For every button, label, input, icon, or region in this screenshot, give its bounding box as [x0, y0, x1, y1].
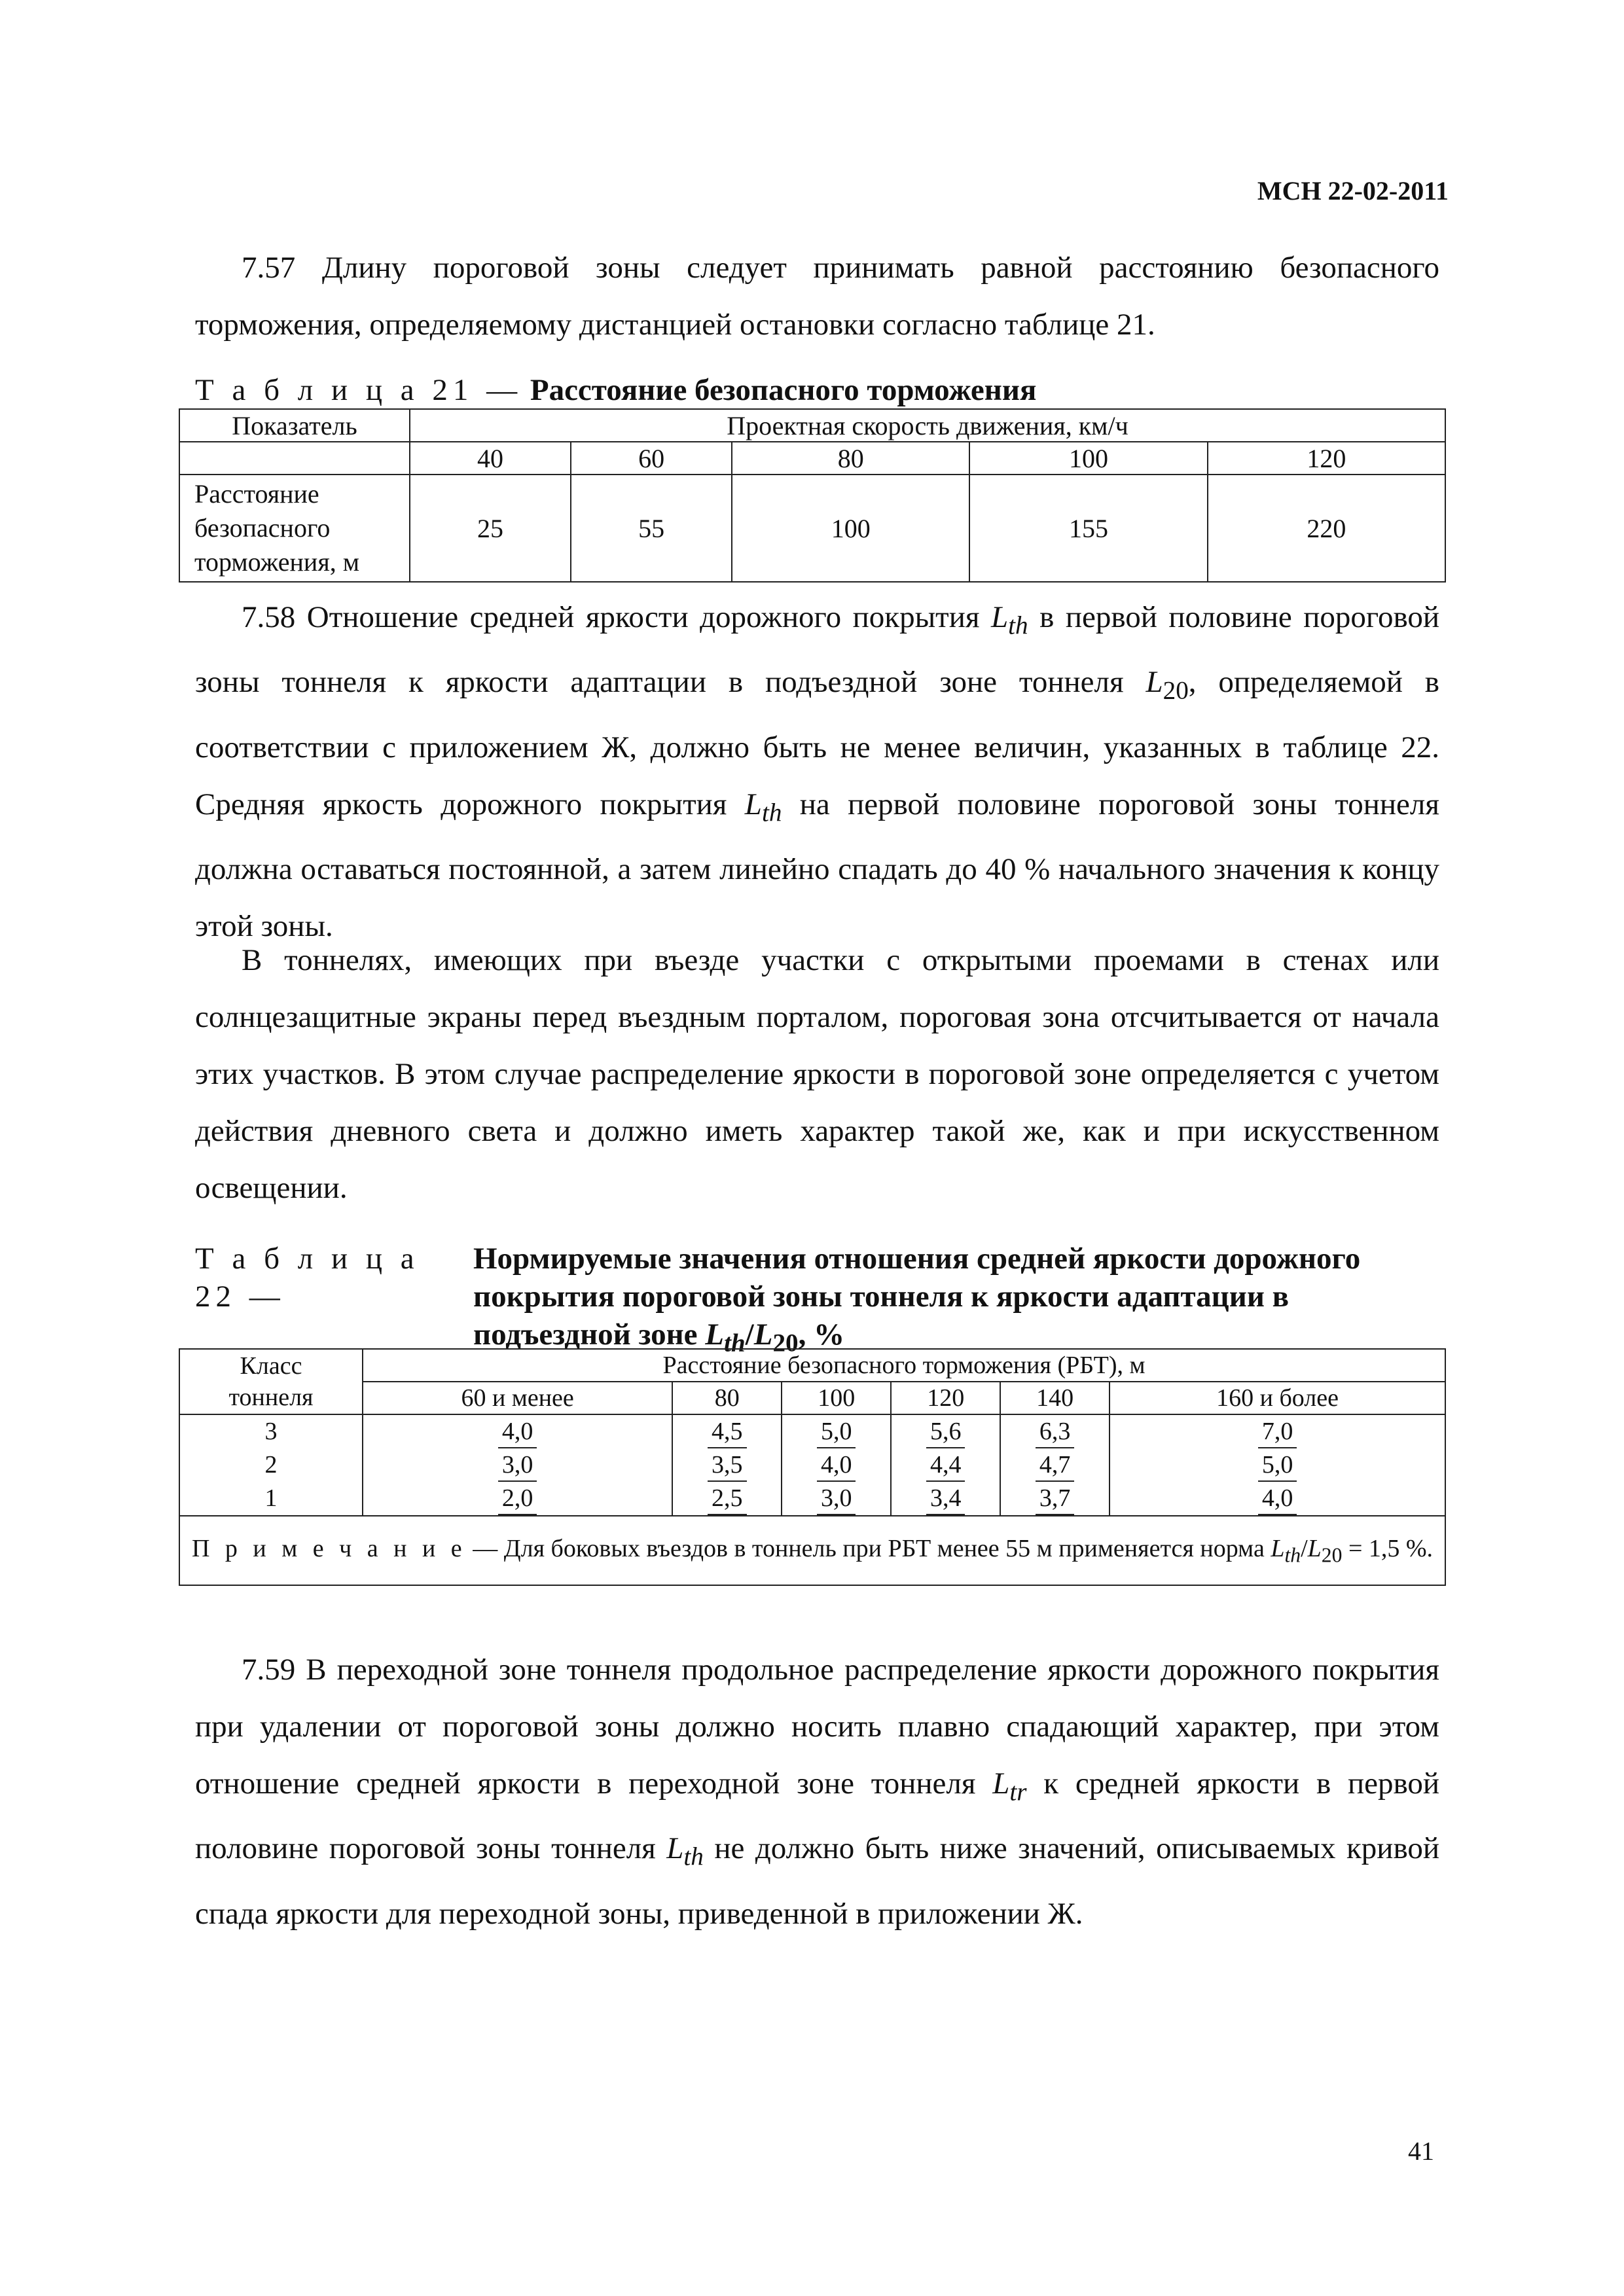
table-22-class: 3 — [179, 1414, 363, 1448]
table-22-cell — [891, 1482, 1000, 1516]
table-22-cell — [891, 1414, 1000, 1448]
text-run: 7.58 Отношение средней яркости дорожного покрытия — [242, 600, 991, 634]
cell-value: 5,6 — [926, 1416, 965, 1448]
row-label-line: Расстояние — [194, 479, 319, 509]
table-22-caption — [195, 1240, 1439, 1362]
table-22-cell — [1110, 1414, 1445, 1448]
cell-value: 3,0 — [498, 1449, 537, 1482]
title-end: , % — [798, 1318, 845, 1352]
table-22-cell — [363, 1482, 672, 1516]
table-22-cell — [1000, 1448, 1110, 1482]
cell-value: 2,5 — [708, 1482, 747, 1515]
table-21-speed: 60 — [571, 442, 732, 475]
symbol-L: L — [1307, 1534, 1322, 1562]
table-21-col-header: Показатель — [179, 409, 410, 442]
cell-value: 4,0 — [498, 1416, 537, 1448]
paragraph-7-59 — [195, 1641, 1439, 1943]
subscript-tr: tr — [1009, 1778, 1027, 1806]
slash: / — [745, 1318, 754, 1352]
paragraph-tunnels-openings: В тоннелях, имеющих при въезде участки с открытыми проемами в стенах или солнцезащитные экраны перед въездным порталом, пороговая зона отсчитывается от начала этих участков. В этом случае распределение яркости в пороговой зоне определяется с учетом действия дневного света и должно иметь характер такой же, как и при искусственном освещении. — [195, 943, 1439, 1205]
subscript-20: 20 — [1163, 676, 1189, 705]
table-22-class-header — [179, 1349, 363, 1414]
title-text: Нормируемые значения отношения средней яркости дорожного покрытия пороговой зоны тоннеля к яркости адаптации в подъездной зоне — [473, 1242, 1361, 1352]
cell-value: 4,5 — [708, 1416, 747, 1448]
table-22-cell — [782, 1482, 891, 1516]
table-21-blank-cell — [179, 442, 410, 475]
subscript-th: th — [1008, 611, 1028, 640]
subscript-th: th — [724, 1329, 746, 1357]
table-21-group-header: Проектная скорость движения, км/ч — [410, 409, 1445, 442]
table-21-value: 25 — [410, 475, 571, 582]
subscript-th: th — [1284, 1543, 1301, 1567]
paragraph-7-57: 7.57 Длину пороговой зоны следует принимать равной расстоянию безопасного торможения, определяемому дистанцией остановки согласно таблице 21. — [195, 251, 1439, 342]
table-21-speed: 120 — [1208, 442, 1445, 475]
table-22-row — [179, 1414, 1445, 1448]
table-22-cell — [782, 1448, 891, 1482]
cell-value: 2,0 — [498, 1482, 537, 1515]
table-22-note — [179, 1516, 1445, 1585]
text-run: в первой половине пороговой зоны тоннеля к яркости адаптации в подъездной зоне тоннеля — [195, 600, 1440, 700]
table-21-speed: 80 — [732, 442, 969, 475]
table-21-value: 220 — [1208, 475, 1445, 582]
table-21-label: Т а б л и ц а 21 — — [195, 373, 523, 407]
symbol-L: L — [705, 1318, 725, 1352]
table-22 — [179, 1348, 1446, 1586]
table-22-title — [473, 1240, 1435, 1362]
table-22-cell — [1110, 1482, 1445, 1516]
table-22-group-header: Расстояние безопасного торможения (РБТ), м — [363, 1349, 1445, 1382]
note-text: — Для боковых въездов в тоннель при РБТ менее 55 м применяется норма — [466, 1534, 1271, 1562]
cell-value: 4,4 — [926, 1449, 965, 1482]
subscript-th: th — [683, 1842, 704, 1871]
table-22-cell — [363, 1448, 672, 1482]
cell-value: 3,0 — [817, 1482, 856, 1515]
table-22-cell — [782, 1414, 891, 1448]
table-22-distance: 100 — [782, 1382, 891, 1414]
class-header-line: Класс — [240, 1352, 302, 1380]
cell-value: 3,5 — [708, 1449, 747, 1482]
table-22-row — [179, 1482, 1445, 1516]
table-22-cell — [672, 1448, 782, 1482]
table-21 — [179, 408, 1446, 583]
symbol-L: L — [666, 1831, 684, 1866]
cell-value: 3,7 — [1036, 1482, 1075, 1515]
cell-value: 5,0 — [1258, 1449, 1297, 1482]
symbol-L: L — [1146, 665, 1163, 700]
paragraph-7-58 — [195, 589, 1439, 955]
page-number: 41 — [1408, 2136, 1434, 2166]
table-21-value: 155 — [969, 475, 1207, 582]
table-21-caption — [195, 372, 1036, 409]
table-21-row-label — [179, 475, 410, 582]
cell-value: 3,4 — [926, 1482, 965, 1515]
cell-value: 4,0 — [817, 1449, 856, 1482]
cell-value: 4,0 — [1258, 1482, 1297, 1515]
subscript-20: 20 — [772, 1329, 799, 1357]
note-end: = 1,5 %. — [1342, 1534, 1434, 1562]
text-run: 7.59 В переходной зоне тоннеля продольное распределение яркости дорожного покрытия при удалении от пороговой зоны должно носить плавно спадающий характер, при этом отношение средней яркости в переходной зоне тоннеля — [195, 1653, 1439, 1801]
table-22-class: 1 — [179, 1482, 363, 1516]
subscript-20: 20 — [1321, 1543, 1343, 1567]
document-code: МСН 22-02-2011 — [1257, 176, 1449, 206]
text-run: , определяемой в соответствии с приложением Ж, должно быть не менее величин, указанных в таблице 22. Средняя яркость дорожного покрытия — [195, 665, 1439, 821]
table-22-distance: 120 — [891, 1382, 1000, 1414]
table-22-cell — [1110, 1448, 1445, 1482]
table-21-value: 100 — [732, 475, 969, 582]
text-run: к средней яркости в первой половине пороговой зоны тоннеля — [195, 1767, 1439, 1866]
text-run: на первой половине пороговой зоны тоннеля должна оставаться постоянной, а затем линейно спадать до 40 % начального значения к концу этой зоны. — [195, 787, 1439, 944]
class-header-line: тоннеля — [228, 1384, 314, 1411]
table-22-distance: 80 — [672, 1382, 782, 1414]
subscript-th: th — [761, 798, 782, 827]
cell-value: 5,0 — [817, 1416, 856, 1448]
cell-value: 4,7 — [1036, 1449, 1075, 1482]
table-22-cell — [363, 1414, 672, 1448]
table-22-distance: 140 — [1000, 1382, 1110, 1414]
table-21-title: Расстояние безопасного торможения — [530, 373, 1037, 407]
table-22-cell — [1000, 1414, 1110, 1448]
table-22-cell — [891, 1448, 1000, 1482]
symbol-L: L — [992, 1767, 1010, 1801]
row-label-line: безопасного — [194, 513, 331, 543]
table-22-cell — [1000, 1482, 1110, 1516]
symbol-L: L — [753, 1318, 773, 1352]
table-21-speed: 100 — [969, 442, 1207, 475]
table-21-speed: 40 — [410, 442, 571, 475]
table-22-distance: 160 и более — [1110, 1382, 1445, 1414]
note-label: П р и м е ч а н и е — [191, 1534, 467, 1562]
table-22-class: 2 — [179, 1448, 363, 1482]
table-21-value: 55 — [571, 475, 732, 582]
symbol-L: L — [1271, 1534, 1285, 1562]
cell-value: 6,3 — [1036, 1416, 1075, 1448]
text-run: не должно быть ниже значений, описываемых кривой спада яркости для переходной зоны, приведенной в приложении Ж. — [195, 1831, 1439, 1931]
row-label-line: торможения, м — [194, 547, 360, 577]
slash: / — [1301, 1534, 1308, 1562]
symbol-L: L — [991, 600, 1009, 634]
table-22-distance: 60 и менее — [363, 1382, 672, 1414]
table-22-cell — [672, 1482, 782, 1516]
cell-value: 7,0 — [1258, 1416, 1297, 1448]
table-22-row — [179, 1448, 1445, 1482]
table-22-cell — [672, 1414, 782, 1448]
symbol-L: L — [744, 787, 762, 821]
table-22-label: Т а б л и ц а 22 — — [195, 1242, 420, 1314]
